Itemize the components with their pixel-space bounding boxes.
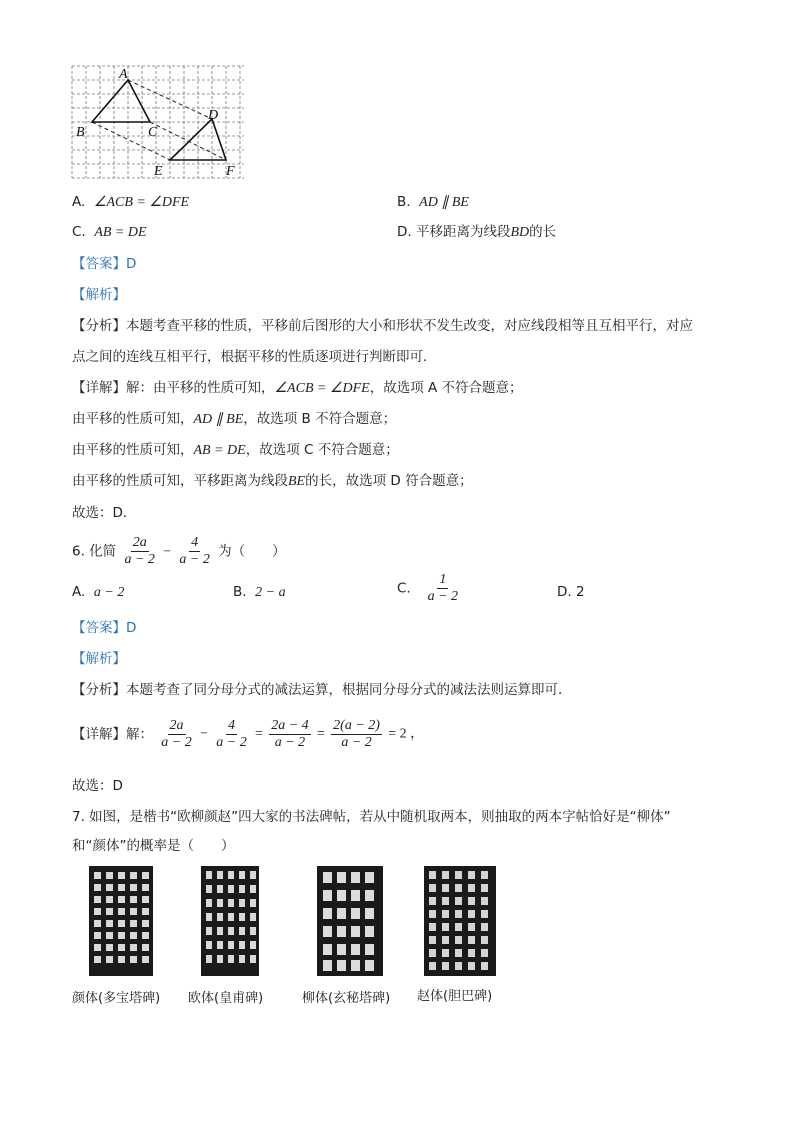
q5-option-a: A. ∠ACB = ∠DFE	[72, 194, 190, 210]
q6-stem: 6. 化简 $\frac{2a}{a - 2}$ − $\frac{4}{a - 2}$ 为（ ）	[72, 535, 286, 567]
q6-answer: 【答案】D	[72, 620, 137, 636]
q5-xiangjie-line1: 【详解】解：由平移的性质可知，∠ACB = ∠DFE，故选项 A 不符合题意；	[72, 380, 523, 396]
label-e: E	[154, 164, 163, 179]
yan-style-rubbing-image	[89, 866, 153, 976]
q6-fraction-2: $\frac{4}{a - 2}$	[179, 535, 210, 567]
q6-option-d: D. 2	[557, 584, 585, 600]
q6-option-c-fraction: $\frac{1}{a - 2}$	[427, 572, 459, 604]
q5-option-c: C. AB = DE	[72, 224, 147, 240]
label-c: C	[148, 125, 158, 140]
q6-option-c: C. $\frac{1}{a - 2}$	[397, 572, 459, 604]
q6-fraction-1: $\frac{2a}{a - 2}$	[124, 535, 155, 567]
q6-choice: 故选：D	[72, 778, 123, 794]
q6-fenxi: 【分析】本题考查了同分母分式的减法运算，根据同分母分式的减法法则运算即可．	[72, 682, 572, 698]
q5-answer: 【答案】D	[72, 256, 137, 272]
q6-xiangjie: 【详解】解： $\frac{2a}{a - 2}$ − $\frac{4}{a - 2}$ = $\frac{2a - 4}{a - 2}$ = $\frac{2(a - 2)}{a - 2}$ = 2 ，	[72, 718, 425, 750]
q5-xiangjie-line2: 由平移的性质可知，AD ∥ BE，故选项 B 不符合题意；	[72, 411, 397, 427]
zhao-style-rubbing-image	[424, 866, 496, 976]
caption-yan: 颜体(多宝塔碑)	[72, 991, 161, 1006]
q7-stem-line1: 7. 如图，是楷书“欧柳颜赵”四大家的书法碑帖，若从中随机取两本，则抽取的两本字帖恰好是“柳体”	[72, 809, 671, 825]
q6-option-a: A. a − 2	[72, 584, 125, 600]
q5-option-b: B. AD ∥ BE	[397, 194, 469, 210]
liu-style-rubbing-image	[317, 866, 383, 976]
label-f: F	[226, 164, 235, 179]
caption-ou: 欧体(皇甫碑)	[188, 991, 264, 1006]
translation-figure	[70, 64, 248, 180]
q5-choice: 故选：D．	[72, 505, 137, 521]
q5-fenxi-cont: 点之间的连线互相平行，根据平移的性质逐项进行判断即可．	[72, 349, 437, 365]
q6-analysis-title: 【解析】	[72, 651, 126, 667]
q5-fenxi: 【分析】本题考查平移的性质，平移前后图形的大小和形状不发生改变，对应线段相等且互相平行，对应	[72, 318, 693, 334]
q5-option-d: D. 平移距离为线段BD的长	[397, 224, 557, 240]
caption-liu: 柳体(玄秘塔碑)	[302, 991, 391, 1006]
q5-analysis-title: 【解析】	[72, 287, 126, 303]
q7-stem-line2: 和“颜体”的概率是（ ）	[72, 838, 235, 854]
q6-option-b: B. 2 − a	[233, 584, 286, 600]
label-a: A	[119, 67, 128, 82]
caption-zhao: 赵体(胆巴碑)	[417, 989, 493, 1004]
q5-xiangjie-line3: 由平移的性质可知，AB = DE，故选项 C 不符合题意；	[72, 442, 399, 458]
ou-style-rubbing-image	[201, 866, 259, 976]
label-d: D	[208, 108, 219, 123]
q5-xiangjie-line4: 由平移的性质可知，平移距离为线段BE的长，故选项 D 符合题意；	[72, 473, 473, 489]
label-b: B	[76, 125, 85, 140]
